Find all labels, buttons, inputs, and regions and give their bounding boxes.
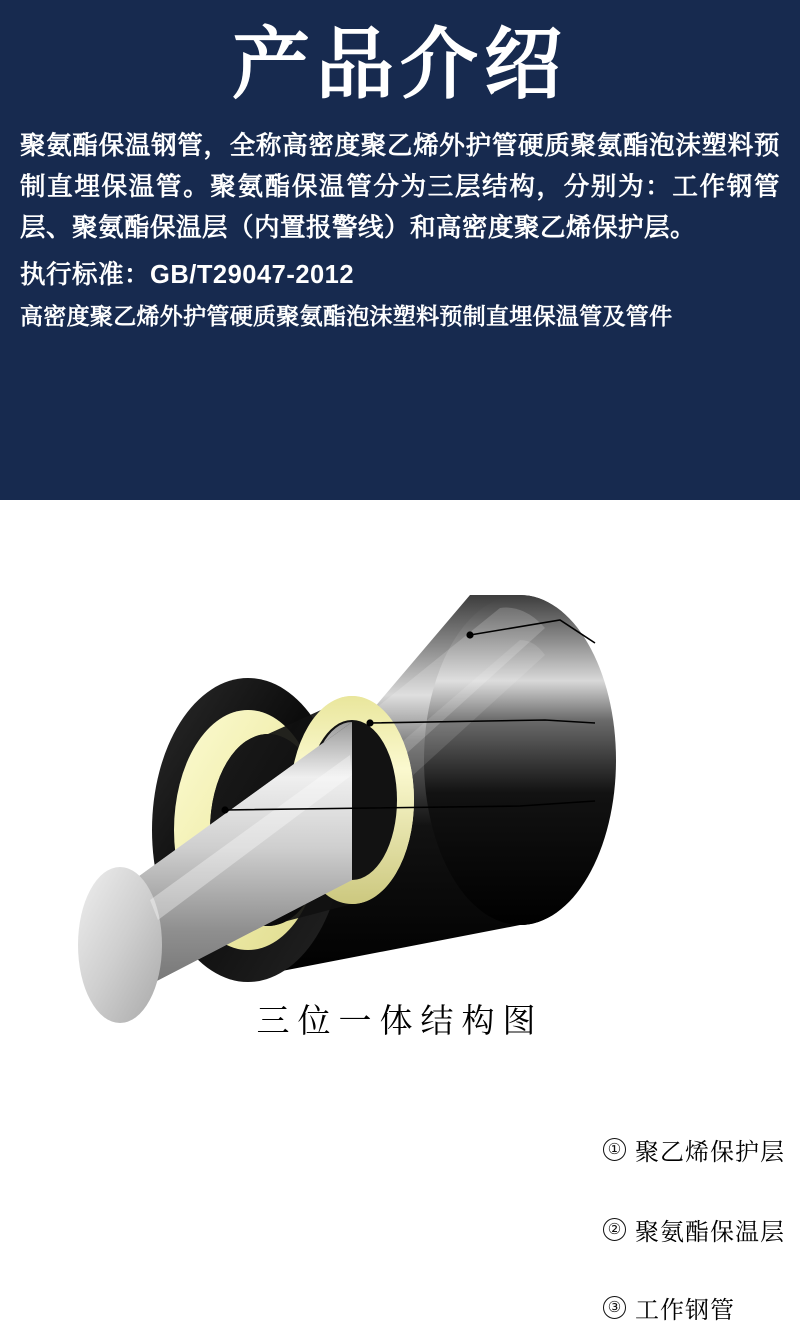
- page-title: 产品介绍: [231, 20, 568, 108]
- callout-number-icon: ②: [603, 1218, 626, 1241]
- callout-insulation-layer: [603, 1212, 785, 1247]
- callout-label: 工作钢管: [635, 1297, 735, 1324]
- intro-paragraph: 聚氨酯保温钢管，全称高密度聚乙烯外护管硬质聚氨酯泡沫塑料预制直埋保温管。聚氨酯保温管分为三层结构，分别为：工作钢管层、聚氨酯保温层（内置报警线）和高密度聚乙烯保护层。: [20, 131, 780, 243]
- callout-label: 聚氨酯保温层: [635, 1219, 785, 1246]
- standard-full-name: 高密度聚乙烯外护管硬质聚氨酯泡沫塑料预制直埋保温管及管件: [20, 303, 673, 330]
- figure-caption: 三位一体结构图: [256, 1002, 544, 1039]
- callout-number-icon: ①: [603, 1138, 626, 1161]
- callout-steel-pipe: [603, 1290, 735, 1325]
- structure-figure: [0, 500, 800, 1324]
- callout-outer-layer: [603, 1132, 785, 1167]
- header-panel: [0, 0, 800, 500]
- callout-label: 聚乙烯保护层: [635, 1139, 785, 1166]
- execution-standard: 执行标准：GB/T29047-2012: [20, 261, 355, 290]
- callout-number-icon: ③: [603, 1296, 626, 1319]
- pipe-illustration: [0, 500, 800, 1000]
